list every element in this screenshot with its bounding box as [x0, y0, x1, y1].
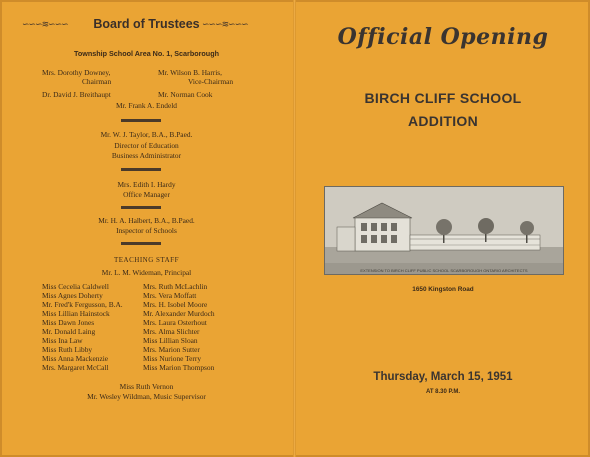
- staff-member: Mrs. Margaret McCall: [42, 363, 109, 372]
- address: 1650 Kingston Road: [412, 286, 474, 293]
- divider: [121, 168, 161, 171]
- staff-member: Mr. Alexander Murdoch: [143, 309, 215, 318]
- staff-member: Mrs. Alma Slichter: [143, 327, 200, 336]
- staff-member: Miss Anna Mackenzie: [42, 354, 109, 363]
- staff-member: Miss Marion Thompson: [143, 363, 215, 372]
- staff-member: Miss Nurione Terry: [143, 354, 202, 363]
- right-ornament: ∽∽∽≋∽∽∽: [202, 19, 248, 29]
- staff-left-column: [42, 282, 123, 372]
- inspector-name: Mr. H. A. Halbert, B.A., B.Paed.: [98, 216, 195, 225]
- trustee-chairman: Mrs. Dorothy Downey,: [42, 68, 111, 77]
- staff-member: Mrs. Vera Moffatt: [143, 291, 197, 300]
- trustee-endeld: Mr. Frank A. Endeld: [116, 101, 177, 110]
- event-time: AT 8.30 P.M.: [425, 389, 461, 395]
- staff-member: Miss Cecelia Caldwell: [42, 282, 109, 291]
- office-manager-role: Office Manager: [123, 190, 170, 199]
- trustee-chairman-role: Chairman: [82, 77, 112, 86]
- divider: [121, 119, 161, 122]
- inspector-role: Inspector of Schools: [116, 226, 177, 235]
- school-building-image: [324, 186, 564, 275]
- music-supervisor: Mr. Wesley Wildman, Music Supervisor: [87, 392, 206, 401]
- staff-member: Miss Agnes Doherty: [42, 291, 103, 300]
- official-opening-headline: Official Opening: [337, 24, 549, 50]
- staff-member: Miss Ruth Libby: [42, 345, 93, 354]
- trustee-vice-chairman-role: Vice-Chairman: [188, 77, 234, 86]
- school-name-line1: BIRCH CLIFF SCHOOL: [364, 90, 522, 106]
- staff-member: Mrs. Marion Sutter: [143, 345, 200, 354]
- photo-caption: EXTENSION TO BIRCH CLIFF PUBLIC SCHOOL SCARBOROUGH ONTARIO ARCHITECTS: [360, 268, 528, 273]
- event-date: Thursday, March 15, 1951: [373, 371, 513, 383]
- staff-member: Mr. Donald Laing: [42, 327, 96, 336]
- business-role: Business Administrator: [111, 151, 182, 160]
- school-building-drawing: [325, 187, 563, 274]
- staff-vernon: Miss Ruth Vernon: [119, 382, 174, 391]
- trustee-breithaupt: Dr. David J. Breithaupt: [42, 90, 111, 99]
- divider: [121, 206, 161, 209]
- staff-member: Miss Lillian Hainstock: [42, 309, 110, 318]
- right-panel: [296, 0, 590, 457]
- left-panel: [0, 0, 293, 457]
- staff-member: Miss Dawn Jones: [42, 318, 95, 327]
- staff-member: Mrs. Laura Osterhout: [143, 318, 207, 327]
- school-name-line2: ADDITION: [407, 113, 479, 129]
- office-manager-name: Mrs. Edith I. Hardy: [117, 180, 176, 189]
- district-name: Township School Area No. 1, Scarborough: [74, 49, 219, 58]
- divider: [121, 242, 161, 245]
- staff-member: Mrs. H. Isobel Moore: [143, 300, 208, 309]
- staff-member: Miss Lillian Sloan: [143, 336, 198, 345]
- trustee-cook: Mr. Norman Cook: [158, 90, 213, 99]
- board-title: Board of Trustees: [93, 17, 200, 31]
- staff-right-column: [143, 282, 215, 372]
- staff-member: Mr. Fred'k Fergusson, B.A.: [42, 300, 123, 309]
- left-ornament: ∽∽∽≋∽∽∽: [22, 19, 68, 29]
- principal: Mr. L. M. Wideman, Principal: [101, 268, 192, 277]
- staff-member: Mrs. Ruth McLachlin: [143, 282, 208, 291]
- teaching-staff-heading: TEACHING STAFF: [114, 256, 179, 264]
- director-name: Mr. W. J. Taylor, B.A., B.Paed.: [100, 130, 193, 139]
- trustee-vice-chairman: Mr. Wilson B. Harris,: [158, 68, 223, 77]
- director-role: Director of Education: [114, 141, 179, 150]
- staff-member: Miss Ina Law: [42, 336, 83, 345]
